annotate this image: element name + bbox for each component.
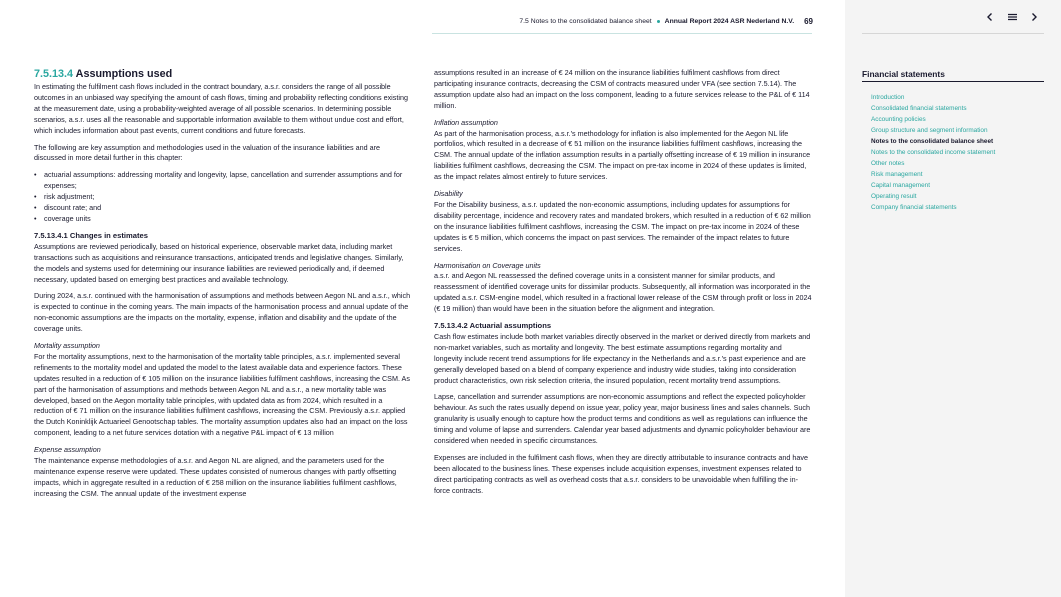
toc-item-risk-management[interactable]: Risk management bbox=[871, 171, 923, 178]
continued-paragraph: assumptions resulted in an increase of € 24 million on the insurance liabilities fulfilment cashflows from direct participating insurance contracts, decreasing the CSM of contracts measured under VFA (see section 7.5.14). The assumption update also had an impact on the loss component, leading to a future services release to the P&L of € 114 million. bbox=[434, 68, 810, 110]
intro-paragraph: In estimating the fulfilment cash flows included in the contract boundary, a.s.r. considers the range of all possible outcomes in an unbiased way specifying the amount of cash flows, timing and probability reflecting conditions existing at the measurement date, using a probability-weighted average of all possible scenarios. In determining possible scenarios, a.s.r. uses all the reasonable and supportable information available to them without undue cost and effort, which includes information about past events, current conditions and future forecasts. bbox=[34, 82, 408, 135]
toc-item-operating-result[interactable]: Operating result bbox=[871, 193, 917, 200]
header-divider bbox=[432, 33, 812, 34]
lapse-paragraph: Lapse, cancellation and surrender assumptions are non-economic assumptions and reflect the expected policyholder behaviour. As such the rates usually depend on issue year, policy year, major business lines and sales channels. Such granularity is usually enough to capture how the product terms and conditions as well as regulations can influence the timing and volume of lapse and surrenders. Calendar year based adjustments and dynamic policyholder behaviour are considered when needed in specific circumstances. bbox=[434, 392, 811, 446]
coverage-block bbox=[434, 261, 812, 316]
expense-block bbox=[34, 445, 412, 500]
section-title: Assumptions used bbox=[75, 68, 173, 80]
expense-heading: Expense assumption bbox=[34, 445, 101, 455]
changes-heading: 7.5.13.4.1 Changes in estimates bbox=[34, 230, 148, 240]
header-report-title: Annual Report 2024 ASR Nederland N.V. bbox=[664, 17, 795, 25]
bullet-item: • actuarial assumptions: addressing mortality and longevity, lapse, cancellation and surrender assumptions and for expenses; bbox=[34, 170, 412, 192]
toc-item-accounting-policies[interactable]: Accounting policies bbox=[871, 116, 926, 123]
expenses-paragraph: Expenses are included in the fulfilment cash flows, when they are directly attributable to insurance contracts and have been allocated to the business lines. These expenses include acquisition expenses, investment expenses related to direct participating contracts as well as overhead costs that a.s.r. considers to be unavoidable when fulfilling the in-force contracts. bbox=[434, 453, 808, 495]
sidebar-title-rule bbox=[862, 81, 1044, 82]
toc-item-company-financial-statements[interactable]: Company financial statements bbox=[871, 204, 957, 211]
right-column bbox=[434, 68, 812, 503]
changes-block bbox=[34, 231, 412, 286]
toc-list bbox=[871, 92, 995, 213]
changes-paragraph: Assumptions are reviewed periodically, based on historical experience, observable market data, including market transactions such as acquisitions and reinsurance transactions, anticipated trends and legislative changes. Similarly, the models and systems used for determining our insurance liabilities are reviewed periodically and, if deemed necessary, updated based on emerging best practices and available technology. bbox=[34, 241, 404, 284]
bullet-item: • coverage units bbox=[34, 214, 412, 225]
toc-item-notes-balance-sheet[interactable]: Notes to the consolidated balance sheet bbox=[871, 138, 994, 145]
inflation-paragraph: As part of the harmonisation process, a.s.r.'s methodology for inflation is also implemented for the Aegon NL life portfolios, which resulted in a decrease of € 51 million on the insurance liabilities fulfilment cashflows, increasing the CSM. The annual update of the inflation assumption results in a partially offsetting increase of € 19 million in insurance liabilities fulfilment cashflows, decreasing the CSM. The impact on pre-tax income in 2024 of these updates is limited, as the impact relates almost entirely to future services. bbox=[434, 128, 811, 182]
left-column bbox=[34, 68, 412, 506]
toc-item-capital-management[interactable]: Capital management bbox=[871, 182, 930, 189]
mortality-block bbox=[34, 341, 412, 439]
actuarial-paragraph: Cash flow estimates include both market variables directly observed in the market or derived directly from markets and non-market variables, such as mortality and longevity. The best estimate assumptions regarding mortality and longevity include recent trend assumptions for life expectancy in the Netherlands and a.s.r.'s past experience and are generally developed based on a blend of company experience and industry wide studies, taking into consideration product characteristics, own risk selection criteria, the insured population, recent mortality trend assumptions. bbox=[434, 331, 811, 385]
actuarial-block bbox=[434, 321, 812, 386]
coverage-paragraph: a.s.r. and Aegon NL reassessed the defined coverage units in a consistent manner for similar products, and reassessment of identified coverage units for dissimilar products. Subsequently, all information was incorporated in the updated a.s.r. CSM-engine model, which resulted in a fractional lower release of the CSM through profit or loss in 2024 (€ 19 million) than would have been in the situation before the alignment and integration. bbox=[434, 271, 812, 314]
chevron-left-icon[interactable] bbox=[983, 10, 997, 24]
toc-item-notes-income-statement[interactable]: Notes to the consolidated income statement bbox=[871, 149, 996, 156]
coverage-heading: Harmonisation on Coverage units bbox=[434, 260, 541, 270]
section-number: 7.5.13.4 bbox=[34, 68, 74, 80]
toc-sidebar bbox=[845, 0, 1061, 597]
toc-item-group-structure[interactable]: Group structure and segment information bbox=[871, 127, 988, 134]
following-paragraph: The following are key assumption and methodologies used in the valuation of the insurance liabilities and are discussed in more detail further in this chapter: bbox=[34, 142, 381, 163]
mortality-paragraph: For the mortality assumptions, next to the harmonisation of the mortality table principles, a.s.r. implemented several refinements to the mortality model and updated the model to the latest available data and experience factors. These updates resulted in a reduction of € 105 million on the insurance liabilities fulfilment cashflows, increasing the CSM. As part of the harmonisation of assumptions and methods between Aegon NL and a.s.r., a new mortality table was developed, based on the Aegon mortality table principles, with updated data as from 2024, which resulted in a reduction of € 71 million on the insurance liabilities fulfilment cashflows, increasing the CSM. Previously a.s.r. applied the Dutch Koninklijk Actuarieel Genootschap tables. The mortality assumption updates also had an impact on the loss component, leading to a net future services dotation with a negative P&L impact of € 13 million bbox=[34, 351, 410, 438]
chevron-right-icon[interactable] bbox=[1027, 10, 1041, 24]
header-separator-dot bbox=[657, 20, 660, 23]
page-header bbox=[508, 14, 813, 28]
sidebar-title: Financial statements bbox=[862, 69, 945, 79]
bullet-item: • discount rate; and bbox=[34, 203, 412, 214]
harmonisation-paragraph: During 2024, a.s.r. continued with the harmonisation of assumptions and methods between Aegon NL and a.s.r., which is expected to continue in the coming years. The main impacts of the harmonisation process and annual update of the non-economic assumptions are the impacts on the mortality, expense, inflation and disability and the update of the coverage units. bbox=[34, 291, 411, 334]
disability-heading: Disability bbox=[434, 189, 463, 199]
disability-paragraph: For the Disability business, a.s.r. updated the non-economic assumptions, including updates for assumptions for disability percentage, incidence and recovery rates and mandated brokers, which resulted in a reduction of € 62 million on the insurance liabilities fulfilment cashflows, increasing the CSM. The impact on pre-tax income in 2024 of these updates is € 5 million, which concerns the impact on past services. The remainder of the impact relates to future services. bbox=[434, 199, 811, 253]
actuarial-heading: 7.5.13.4.2 Actuarial assumptions bbox=[434, 321, 552, 331]
toc-item-consolidated-financial-statements[interactable]: Consolidated financial statements bbox=[871, 105, 967, 112]
disability-block bbox=[434, 189, 812, 254]
inflation-block bbox=[434, 118, 812, 183]
mortality-heading: Mortality assumption bbox=[34, 341, 100, 351]
header-section-link[interactable]: 7.5 Notes to the consolidated balance sheet bbox=[519, 17, 652, 25]
assumption-bullet-list bbox=[34, 170, 412, 225]
bullet-item: • risk adjustment; bbox=[34, 192, 412, 203]
sidebar-divider bbox=[862, 33, 1044, 34]
expense-paragraph: The maintenance expense methodologies of a.s.r. and Aegon NL are aligned, and the parameters used for the maintenance expense reserve were updated. These updates consisted of numerous changes with partly offsetting impacts, which in aggregate resulted in a reduction of € 258 million on the insurance liabilities fulfilment cashflows, increasing the CSM. The annual update of the investment expense bbox=[34, 456, 397, 498]
hamburger-menu-icon[interactable] bbox=[1005, 10, 1019, 24]
toc-item-introduction[interactable]: Introduction bbox=[871, 94, 905, 101]
inflation-heading: Inflation assumption bbox=[434, 117, 498, 127]
page-number: 69 bbox=[804, 16, 813, 26]
section-heading bbox=[34, 68, 412, 81]
toc-item-other-notes[interactable]: Other notes bbox=[871, 160, 905, 167]
